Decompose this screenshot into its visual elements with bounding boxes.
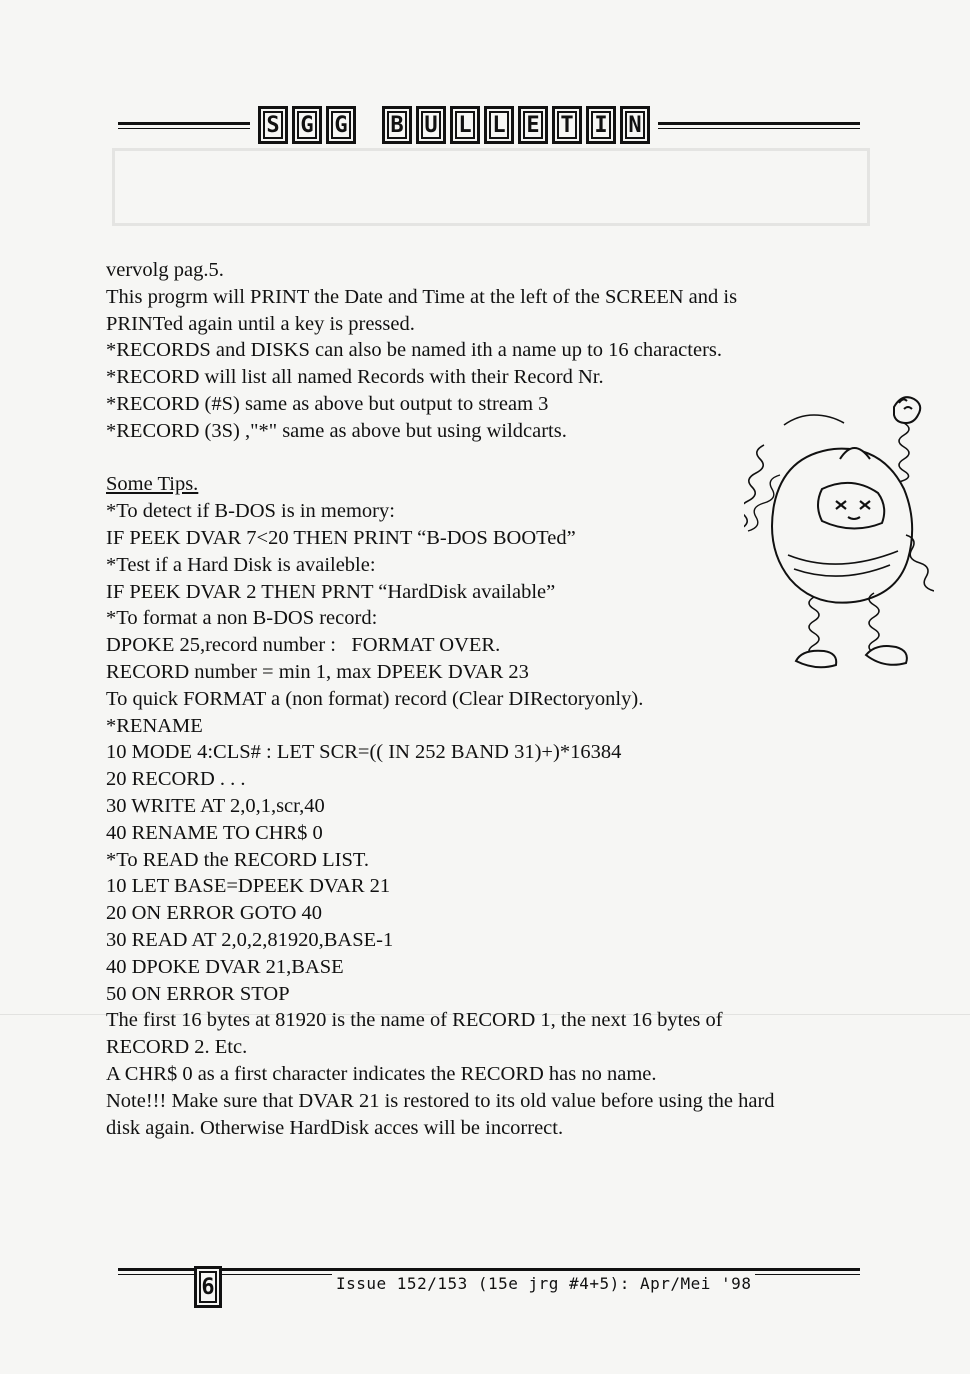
logo-word-sgg [258, 106, 356, 144]
code-line: 30 READ AT 2,0,2,81920,BASE-1 [106, 928, 394, 951]
logo-tile: L [484, 106, 514, 144]
code-line: 30 WRITE AT 2,0,1,scr,40 [106, 794, 325, 817]
body-line: The first 16 bytes at 81920 is the name of RECORD 1, the next 16 bytes of [106, 1009, 723, 1032]
logo-tile: S [258, 106, 288, 144]
body-line: *To READ the RECORD LIST. [106, 848, 369, 871]
body-line: *To format a non B-DOS record: [106, 607, 378, 630]
section-heading: Some Tips. [106, 473, 199, 496]
logo-tile: N [620, 106, 650, 144]
show-through-box [112, 148, 870, 226]
logo-word-bulletin [382, 106, 650, 144]
body-line: *RENAME [106, 714, 203, 737]
page-footer [118, 1262, 860, 1312]
body-line: disk again. Otherwise HardDisk acces will be incorrect. [106, 1116, 564, 1139]
code-line: 20 RECORD . . . [106, 768, 246, 791]
bulletin-header [118, 100, 860, 152]
body-line: *Test if a Hard Disk is availeble: [106, 553, 376, 576]
body-line: *RECORD (3S) ,"*" same as above but using wildcarts. [106, 419, 567, 442]
issue-line: Issue 152/153 (15e jrg #4+5): Apr/Mei '98 [332, 1274, 755, 1293]
code-line: 10 MODE 4:CLS# : LET SCR=(( IN 252 BAND 31)+)*16384 [106, 741, 622, 764]
body-line: This progrm will PRINT the Date and Time at the left of the SCREEN and is [106, 285, 738, 308]
logo-tile: T [552, 106, 582, 144]
page-number: 6 [194, 1266, 222, 1308]
body-line: Note!!! Make sure that DVAR 21 is restored to its old value before using the hard [106, 1089, 775, 1112]
code-line: 40 DPOKE DVAR 21,BASE [106, 955, 344, 978]
body-line: PRINTed again until a key is pressed. [106, 312, 415, 335]
logo-tile: G [326, 106, 356, 144]
logo-tile: I [586, 106, 616, 144]
logo-tile: G [292, 106, 322, 144]
body-line: *RECORDS and DISKS can also be named ith a name up to 16 characters. [106, 339, 723, 362]
logo-tile: L [450, 106, 480, 144]
body-line: *To detect if B-DOS is in memory: [106, 500, 395, 523]
spring-mascot-illustration [744, 385, 934, 715]
logo-tile: B [382, 106, 412, 144]
body-line: RECORD 2. Etc. [106, 1036, 248, 1059]
body-line: A CHR$ 0 as a first character indicates the RECORD has no name. [106, 1062, 657, 1085]
logo-tile: U [416, 106, 446, 144]
code-line: 20 ON ERROR GOTO 40 [106, 902, 323, 925]
logo-tile: E [518, 106, 548, 144]
footer-rule [118, 1268, 860, 1271]
body-line: IF PEEK DVAR 7<20 THEN PRINT “B-DOS BOOTed” [106, 526, 576, 549]
code-line: 50 ON ERROR STOP [106, 982, 290, 1005]
body-line: *RECORD (#S) same as above but output to stream 3 [106, 392, 549, 415]
body-line: vervolg pag.5. [106, 259, 224, 281]
body-line: *RECORD will list all named Records with their Record Nr. [106, 366, 604, 389]
body-line: RECORD number = min 1, max DPEEK DVAR 23 [106, 660, 529, 683]
code-line: 10 LET BASE=DPEEK DVAR 21 [106, 875, 391, 898]
body-line: DPOKE 25,record number : FORMAT OVER. [106, 634, 501, 657]
sgg-bulletin-logo [250, 106, 658, 144]
body-line: IF PEEK DVAR 2 THEN PRNT “HardDisk available” [106, 580, 556, 603]
body-line: To quick FORMAT a (non format) record (Clear DIRectoryonly). [106, 687, 644, 710]
code-line: 40 RENAME TO CHR$ 0 [106, 821, 323, 844]
